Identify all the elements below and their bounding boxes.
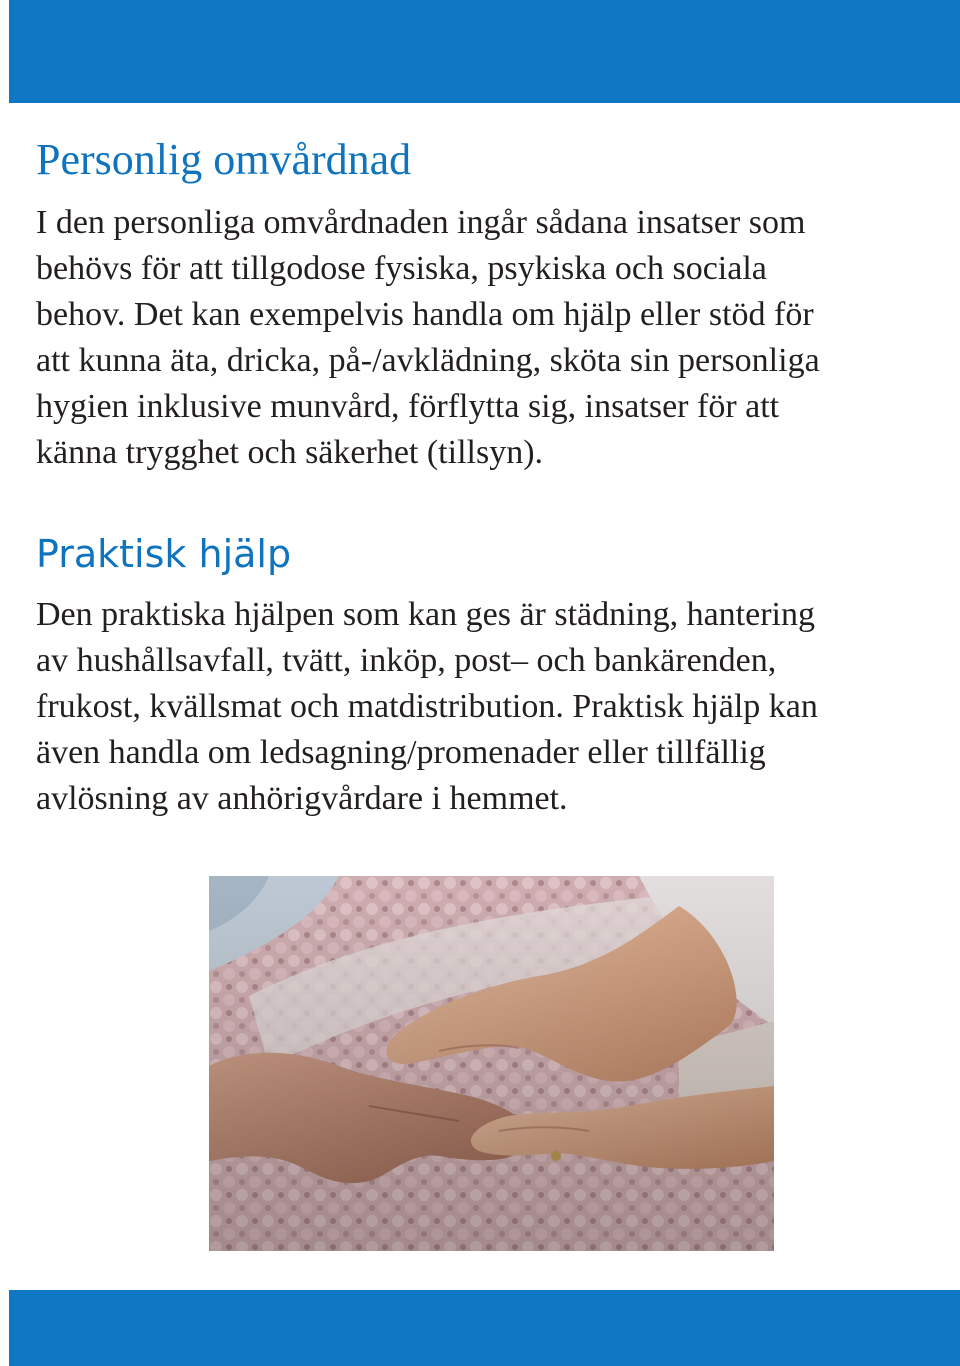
paragraph-line: hygien inklusive munvård, förflytta sig, insatser för att xyxy=(36,388,780,425)
paragraph-line: behov. Det kan exempelvis handla om hjälp eller stöd för xyxy=(36,296,814,333)
paragraph-line: Den praktiska hjälpen som kan ges är städning, hantering xyxy=(36,596,815,633)
section-personal-care xyxy=(36,134,941,476)
paragraph-line: även handla om ledsagning/promenader eller tillfällig xyxy=(36,734,766,771)
section-paragraph xyxy=(36,200,941,476)
top-color-band xyxy=(9,0,960,103)
paragraph-line: känna trygghet och säkerhet (tillsyn). xyxy=(36,434,544,471)
paragraph-line: avlösning av anhörigvårdare i hemmet. xyxy=(36,780,568,817)
paragraph-line: av hushållsavfall, tvätt, inköp, post– och bankärenden, xyxy=(36,642,777,679)
paragraph-line: att kunna äta, dricka, på-/avklädning, sköta sin personliga xyxy=(36,342,820,379)
section-heading: Personlig omvårdnad xyxy=(36,135,412,184)
hands-photo xyxy=(209,876,774,1251)
section-heading: Praktisk hjälp xyxy=(36,532,292,576)
paragraph-line: frukost, kvällsmat och matdistribution. Praktisk hjälp kan xyxy=(36,688,818,725)
paragraph-line: I den personliga omvårdnaden ingår sådana insatser som xyxy=(36,204,806,241)
paragraph-line: behövs för att tillgodose fysiska, psykiska och sociala xyxy=(36,250,767,287)
bottom-color-band xyxy=(9,1290,960,1366)
section-practical-help xyxy=(36,528,941,822)
section-paragraph xyxy=(36,592,941,822)
